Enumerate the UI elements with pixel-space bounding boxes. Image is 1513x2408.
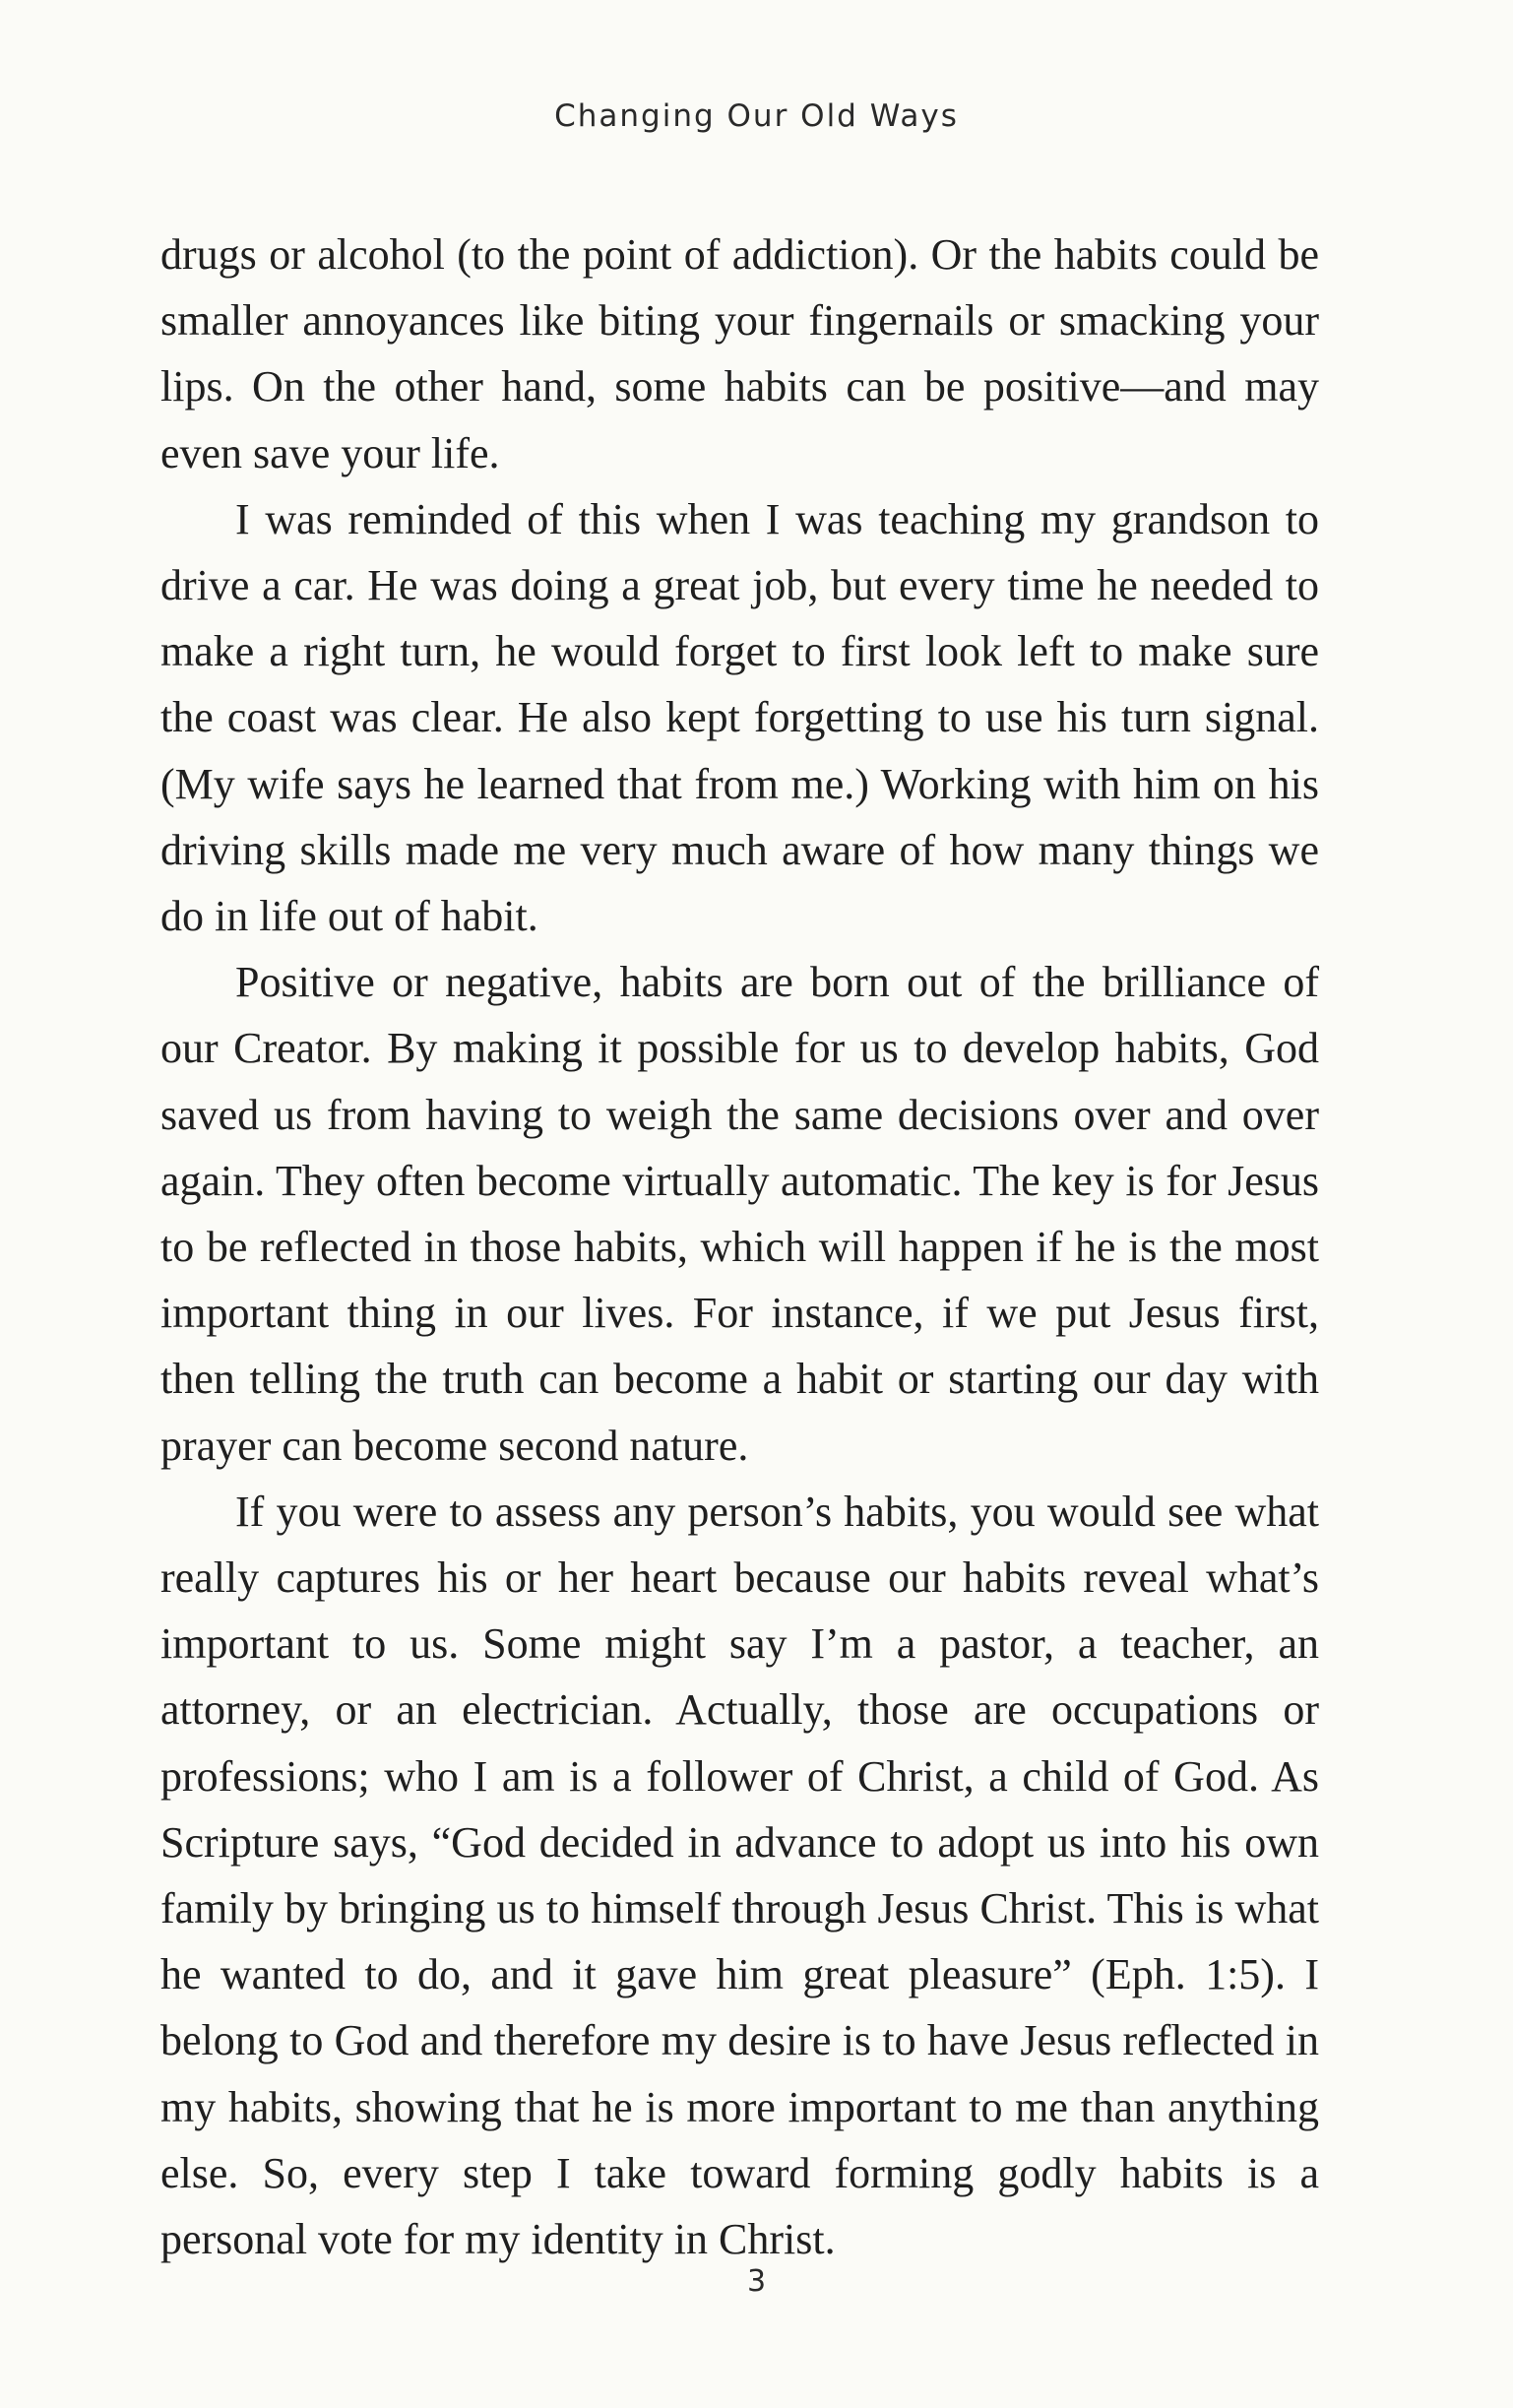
running-head: Changing Our Old Ways: [554, 98, 959, 134]
paragraph: Positive or negative, habits are born out of the brilliance of our Creator. By making it possible for us to develop habits, God saved us from having to weigh the same decisions over and over again. They often become virtually automatic. The key is for Jesus to be reflected in those habits, which will happen if he is the most important thing in our lives. For instance, if we put Jesus first, then telling the truth can become a habit or starting our day with prayer can become second nature.: [160, 958, 1319, 1470]
page-number: 3: [746, 2264, 767, 2299]
body-text: [160, 222, 1319, 2272]
paragraph: If you were to assess any person’s habits, you would see what really captures his or her heart because our habits reveal what’s important to us. Some might say I’m a pastor, a teacher, an attorney, or an electrician. Actually, those are occupations or professions; who I am is a follower of Christ, a child of God. As Scripture says, “God decided in advance to adopt us into his own family by bringing us to himself through Jesus Christ. This is what he wanted to do, and it gave him great pleasure” (Eph. 1:5). I belong to God and therefore my desire is to have Jesus reflected in my habits, showing that he is more important to me than anything else. So, every step I take toward forming godly habits is a personal vote for my identity in Christ.: [160, 1487, 1319, 2264]
paragraph-continued: drugs or alcohol (to the point of addiction). Or the habits could be smaller annoyances like biting your fingernails or smacking your lips. On the other hand, some habits can be positive—and may even save your life.: [160, 230, 1319, 477]
paragraph: I was reminded of this when I was teaching my grandson to drive a car. He was doing a great job, but every time he needed to make a right turn, he would forget to first look left to make sure the coast was clear. He also kept forgetting to use his turn signal. (My wife says he learned that from me.) Working with him on his driving skills made me very much aware of how many things we do in life out of habit.: [160, 494, 1319, 941]
